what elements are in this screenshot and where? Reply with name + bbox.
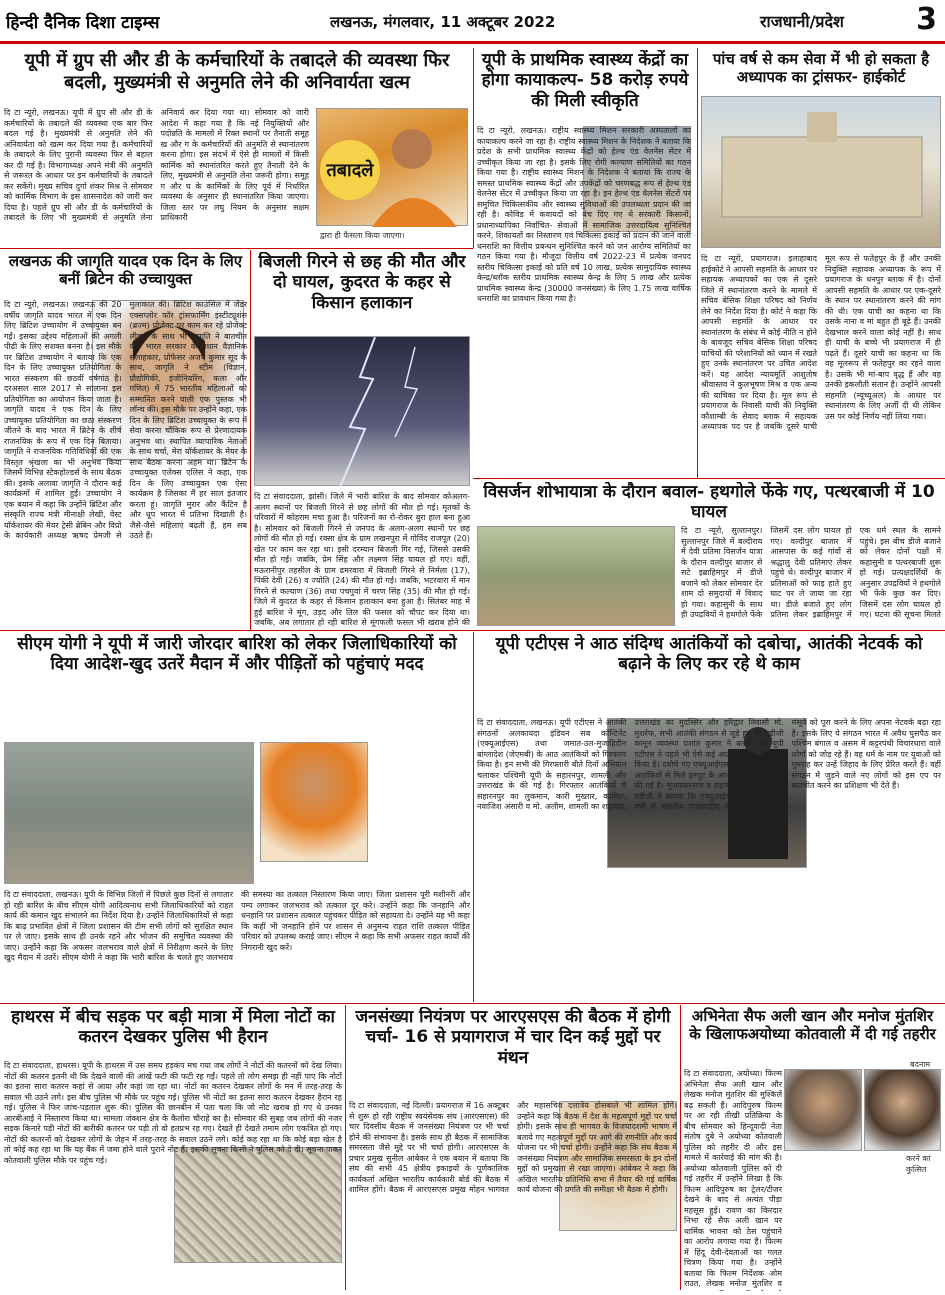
headline: सीएम योगी ने यूपी में जारी जोरदार बारिश को लेकर जिलाधिकारियों को दिया आदेश-खुद उतरें मैदान में और पीड़ितों को पहुंचाएं मदद [17, 634, 457, 675]
transfer-tag: तबादले [320, 140, 380, 200]
article-body: दि टा संवाददाता, अयोध्या। फिल्म अभिनेता सैफ अली खान और लेखक मनोज मुंतशिर की मुश्किलें बढ़ सकती हैं। आदिपुरुष फिल्म पर आ रही तीखी प्रतिक्रिया के बीच सोमवार को हिन्दूवादी नेता संतोष दुबे ने अयोध्या कोतवाली पुलिस को तहरीर दी और इस मामले में कार्रवाई की मांग की है। अयोध्या कोतवाली पुलिस को दी गई तहरीर में उन्होंने लिखा है कि फिल्म आदिपुरुष का ट्रेलर/टीजर देखने के बाद से अत्यंत पीड़ा महसूस हुई। रावण का किरदार निभा रहे सैफ अली खान पर धार्मिक भावना को ठेस पहुंचाने का आरोप लगाया गया है। फिल्म में हिंदू देवी-देवताओं का गलत चित्रण किया गया है। उन्होंने बताया कि फिल्म निर्देशक ओम राउत, लेखक मनोज मुंतशिर व [684, 1069, 782, 1288]
headline: यूपी के प्राथमिक स्वास्थ्य केंद्रों का होगा कायाकल्प- 58 करोड़ रुपये की मिली स्वीकृति [481, 50, 689, 111]
column-rule [345, 1005, 346, 1290]
section-rule [473, 478, 945, 479]
headline: अभिनेता सैफ अली खान और मनोज मुंतशिर के खिलाफअयोध्या कोतवाली में दी गई तहरीर [689, 1007, 936, 1043]
column-rule [473, 632, 474, 1002]
page-number: 3 [916, 2, 937, 37]
section-rule [0, 1003, 945, 1004]
article-jagriti-yadav [4, 252, 247, 628]
article-body: दि टा संवाददाता, हाथरस। यूपी के हाथरस में उस समय हड़कंप मच गया जब लोगों ने नोटों की कतरनों को देख लिया। नोटों की कतरन इतनी थी कि देखने वालों की आंखें फटी की फटी रह गईं। पहले तो लोग समझ ही नहीं पाए कि नोटों का इतना सारा कतरन कहां से आया और कहां जा रहा था। नोटों का कतरन देखकर लोगों के मन में तरह-तरह के सवाल भी उठने लगे। इस बीच पुलिस भी मौके पर पहुंच गई। पुलिस भी नोटों का इतना सारा कतरन देखकर हैरान रह गई। पुलिस ने फिर जांच-पड़ताल शुरू की। पुलिस की छानबीन में पता चला कि जो नोट खराब हो गए थे उनका आरबीआई ने निस्तारण किया था। मामला जंक्शन क्षेत्र के कैलोरा चौराहे का है। सोमवार की सुबह जब लोगों की नजर सड़क किनारे पड़ी नोटों की बारीकी कतरन पर पड़ी तो वो हतप्रभ रह गए। देखते ही देखते तमाम लोग एकत्रित हो गए। नोटों की कतरनों को देखकर लोगों के जेहन में तरह-तरह के सवाल उठने लगे। कोई कह रहा था कि कोई बड़ा खेल है तो कोई कह रहा था कि यह बैंक में जमा होने वाले पुराने नोट हैं। इसकी सूचना किसी ने पुलिस को दे दी। सूचना पाकर कोतवाली पुलिस मौके पर पहुंच गई। [4, 1061, 342, 1165]
headline: यूपी एटीएस ने आठ संदिग्ध आतंकियों को दबोचा, आतंकी नेटवर्क को बढ़ाने के लिए कर रहे थे काम [495, 634, 923, 675]
article-body: दि टा न्यूरो, प्रयागराज। इलाहाबाद हाईकोर्ट ने आपसी सहमति के आधार पर सहायक अध्यापकों का एक से दूसरे जिले में स्थानांतरण करने के मामले में सचिव बेसिक शिक्षा परिषद को निर्णय लेने का निर्देश दिया है। कोर्ट ने कहा कि आपसी सहमति के आधार पर स्थानांतरण के संबंध में कोई नीति न होने के बावजूद सचिव बेसिक शिक्षा परिषद याचियों की परेशानियों को ध्यान में रखते हुए उनके स्थानांतरण पर उचित आदेश करें। यह आदेश न्यायमूर्ति आशुतोष श्रीवास्तव ने कुलभूषण मिश्र व एक अन्य की याचिका पर दिया है। मूल रूप से प्रयागराज के निवासी याची की नियुक्ति कौशाम्बी के सेवाद ब्लाक में सहायक अध्यापक पद पर है जबकि दूसरे याची मूल रूप से फतेहपुर के हैं और उनकी नियुक्ति सहायक अध्यापक के रूप में प्रयागराज के धनपुर ब्लाक में है। दोनों आपसी सहमति के आधार पर एक-दूसरे के स्थान पर स्थानांतरण करने की मांग की थी। एक याची का कहना था कि उसके नाना व मां बहुत ही बूढ़े हैं। उनकी देखभाल करने वाला कोई नहीं है। साथ ही याची के बच्चे भी प्रयागराज में ही पढ़ते हैं। दूसरे याची का कहना था कि वह मूलरूप से फतेहपुर का रहने वाला है। उसके भी मां-बाप वृद्ध हैं और वह उनकी इकलौती संतान है। उन्होंने आपसी सहमति (म्यूच्यूअल) के आधार पर स्थानांतरण के लिए अर्जी दी थी लेकिन उस पर कोई निर्णय नहीं लिया गया। [701, 254, 941, 431]
headline: बिजली गिरने से छह की मौत और दो घायल, कुदरत के कहर से किसान हलाकान [258, 252, 466, 313]
article-transfer-policy [4, 50, 470, 246]
article-body: दि टा न्यूरो, लखनऊ। राष्ट्रीय स्वास्थ्य मिशन सरकारी अस्पतालों का कायाकल्प करने जा रहा है। राष्ट्रीय स्वास्थ्य मिशन के निदेशक ने बताया कि प्रदेश के सभी प्राथमिक स्वास्थ्य केंद्रों को हेल्थ एंड वेलनेस सेंटर में उच्चीकृत किया जा रहा है। इसके लिए रोगी कल्याण समितियों का गठन किया गया है। राष्ट्रीय स्वास्थ्य मिशन के निदेशक ने बताया कि राज्य के समस्त प्राथमिक स्वास्थ्य केंद्रों और उपकेंद्रों को चरणबद्ध रूप से हेल्थ एंड वेलनेस सेंटर में उच्चीकृत किया जा रहा है। इन हेल्थ एंड वेलनेस सेंटरों पर समुचित चिकित्सकीय और स्वास्थ्य सुविधाओं की उपलब्धता प्रदान की जा रही है। कोविड में कवायदों को बेच दिए गए थे सरकारी किसानों, प्रधानाध्यापिका निर्वाचित- सेवाओं में सामाजिक उत्तरदायित्व सुनिश्चित करने, शिकायतों का निस्तारण एवं चिकित्सा इकाई को प्रदान की जाने वाली धनराशि का वित्तीय प्रबन्धन सुनिश्चित करने को जन आरोग्य समितियों का गठन किया गया है। मौजूदा वित्तीय वर्ष 2022-23 में प्रत्येक जनपद स्तरीय चिकित्सा इकाई को प्रति वर्ष 10 लाख, प्रत्येक सामुदायिक स्वास्थ्य केन्द्र/ब्लॉक स्तरीय प्राथमिक स्वास्थ्य केन्द्र के लिए 5 लाख और प्रत्येक प्राथमिक स्वास्थ्य केन्द्र (30000 जनसंख्या) के लिए 1.75 लाख वार्षिक धनराशि का प्रावधान किया गया है। [477, 126, 691, 303]
cm-yogi-photo [260, 742, 368, 862]
article-health-centers [477, 50, 693, 476]
saif-photo [864, 1069, 941, 1151]
article-body: दि टा न्यूरो, सुल्तानपुर। सुल्तानपुर जिले में बल्दीराय में देवी प्रतिमा विसर्जन यात्रा के दौरान वल्दीपुर बाजार से सटे इब्राहिमपुर में डीजे बजाने को लेकर सोमवार देर शाम दो समुदायों में विवाद हो गया। कहासुनी के साथ ही उपद्रवियों ने हथगोले फेंके जिसमें दस लोग घायल हो गए। वल्दीपुर बाजार में आसपास के कई गांवों से श्रद्धालु देवी प्रतिमाएं लेकर पहुंचे थे। वल्दीपुर बाजार में प्रतिमाओं को फाइ हाते हुए घाट पर ले जाया जा रहा था। डीजे बजाते हुए लोग प्रतिमा लेकर इब्राहिमपुर में एक धर्म स्थल के सामने पहुंचे। इस बीच डीजे बजाने को लेकर दोनों पक्षों में कहासुनी व पत्थरबाजी शुरू हो गई। प्रत्यक्षदर्शियों के अनुसार उपद्रवियों ने हथगोले भी फेंके कुछ कर दिए। जिसमें दस लोग घायल हो गए। घटना की सूचना मिलते [681, 526, 941, 619]
headline: हाथरस में बीच सड़क पर बड़ी मात्रा में मिला नोटों का कतरन देखकर पुलिस भी हैरान [11, 1007, 335, 1048]
court-photo [701, 96, 941, 248]
section-rule [0, 248, 473, 249]
headline: जनसंख्या नियंत्रण पर आरएसएस की बैठक में होगी चर्चा- 16 से प्रयागराज में चार दिन कई मुद्दों पर मंथन [355, 1007, 671, 1068]
column-rule [680, 1005, 681, 1290]
article-body: दि टा संवाददाता, नई दिल्ली। प्रयागराज में 16 अक्टूबर से शुरू हो रही राष्ट्रीय स्वयंसेवक संघ (आरएसएस) की चार दिवसीय बैठक में जनसंख्या नियंत्रण पर भी चर्चा होने की संभावना है। इसके साथ ही बैठक में सामाजिक समरसता जैसे मुद्दे पर भी चर्चा होगी। आरएसएस के प्रचार प्रमुख सुनील आंबेकर ने एक बयान में बताया कि संघ की सभी 45 क्षेत्रीय इकाइयों के पूर्णकालिक कार्यकर्ता अखिल भारतीय कार्यकारी बोर्ड की बैठक में शामिल होंगे। बैठक में आरएसएस प्रमुख मोहन भागवत और महासचिव दत्तात्रेय होसबाले भी शामिल होंगे। उन्होंने कहा कि बैठक में देश के महत्वपूर्ण मुद्दों पर चर्चा होगी। इसके साथ ही भागवत के विजयादशमी भाषण में बताये गए महत्वपूर्ण मुद्दों पर आगे की रणनीति और कार्य योजना पर भी चर्चा होगी। उन्होंने कहा कि संघ बैठक में जनसंख्या नियंत्रण और सामाजिक समरसता के इन दोनों मुद्दों को प्रमुखता से रखा जाएगा। आंबेकर ने कहा कि अखिल भारतीय प्रतिनिधि सभा में तैयार की गई वार्षिक कार्य योजना की प्रगति की समीक्षा भी बैठक में होगी। [349, 1101, 677, 1194]
headline: विसर्जन शोभायात्रा के दौरान बवाल- हथगोले फेंके गए, पत्थरबाजी में 10 घायल [483, 482, 935, 523]
article-cm-rain-order [4, 634, 470, 1000]
date-line: लखनऊ, मंगलवार, 11 अक्टूबर 2022 [330, 13, 556, 31]
column-rule [250, 250, 251, 630]
article-body: दि टा न्यूरो, लखनऊ। लखनऊ की 20 वर्षीय जागृति यादव भारत में एक दिन लिए ब्रिटिश उच्चायोग में उच्चायुक्त बन गईं। इसका उद्देश्य महिलाओं की अगली पीढ़ी के लिए सशक्त बनना है। इस मौके पर ब्रिटिश उच्चायोग ने बताया कि एक दिन के लिए उच्चायुक्त प्रतियोगिता के भारत संस्करण की छठवीं वर्षगांठ है। दरअसल साल 2017 से सालाना इस प्रतियोगिता का आयोजन किया जाता है। जागृति यादव ने एक दिन के लिए उच्चायुक्त प्रतियोगिता का छठा संस्करण जीतने के बाद भारत में ब्रिटेन के शीर्ष राजनयिक के रूप में एक दिन बिताया। जागृति ने राजनयिक गतिविधियों की एक विस्तृत श्रृंखला का भी अनुभव किया जिसमें विभिन्न स्टेकहोल्डर्स के साथ बैठक की। इसके अलावा जागृति ने दौरान कई कार्यक्रमों में शामिल हुईं। उच्चायोग ने एक बयान में कहा कि उन्होंने ब्रिटिश और संस्कृति राज्य मंत्री मीनाक्षी लेखी, वेस्ट यॉर्कशायर की मेयर ट्रेसी ब्रेबिन और विप्रो के कार्यकारी अध्यक्ष ऋषद प्रेमजी से मुलाकात की। ब्रिटिश काउंसिल में जेंडर एक्सप्लोर फॉर ट्रांसफार्मिंग इंस्टीट्यूशंस (ब्रज्म) प्रोजेक्ट पर काम कर रहे प्रोजेक्ट लीडर्स के साथ भी जागृति ने बातचीत की। भारत सरकार के प्रधान वैज्ञानिक सलाहकार, प्रोफेसर अजय कुमार सूद के साथ, जागृति ने स्टीम (विज्ञान, प्रौद्योगिकी, इंजीनियरिंग, कला और गणित) में 75 भारतीय महिलाओं को सम्मानित करने वाली एक पुस्तक भी लॉन्च की। इस मौके पर उन्होंने कहा, एक दिन के लिए ब्रिटिश उच्चायुक्त के रूप में सेवा करना चौंकिक रूप से प्रेरणादायक अनुभव था। स्थापित व्यापारिक नेताओं के साथ चर्चा, मेरा यॉर्कशायर के मेयर के साथ बैठक करना अहम था। ब्रिटेन के उच्चायुक्त एलेक्स एलिस ने कहा, एक दिन के लिए उच्चायुक्त एक ऐसा कार्यक्रम है जिसका मैं हर साल इंतजार करता हूं। जागृति मुरार और कैंटिन है और धूप भारत में प्रतिभा दिखाती है। जैसे-जैसे महिलाएं बढ़ती हैं, हम सब उठते हैं। [4, 300, 247, 540]
police-photo [477, 526, 675, 626]
masthead [0, 0, 945, 44]
article-body: दि टा संवाददाता, झांसी। जिले में भारी बारिश के बाद सोमवार कोअलग-अलग स्थानों पर बिजली गिरने से छह लोगों की मौत हो गई। मृतकों के परिवारों में कोहराम मचा हुआ है। परिजनों का रो-रोकर बुरा हाल बना हुआ है। सोमवार को बिजली गिरने से जनपद के अलग-अलग स्थानों पर छह लोगों की मौत हो गई। रक्सा क्षेत्र के ग्राम लखनपुरा में गोविंद राजपूत (20) खेत पर काम कर रहा था। इसी दरम्यान बिजली गिर गई, जिससे उसकी मौत हो गई। जबकि, प्रेम सिंह और लक्ष्मण सिंह घायल हो गए। वहीं, मऊरानीपुर तहसील के ग्राम ढमरवारा में बिजली गिरने से निर्मला (17), पिंकी देवी (26) व ज्योति (24) की मौत हो गई। जबकि, भटरवारा में मान गिरने से कल्याण (36) तथा पचगुवां में चरण सिंह (35) की मौत हो गई। जिले में कुदरत के कहर से किसान हलाकान बना हुआ है। सितंबर माह में हुई बारिश ने मूंग, उड़द और तिल की फसल को चौपट कर दिया था। जबकि, अब लगातार हो रही बारिश से मूंगफली फसल भी खराब होने की [254, 492, 470, 627]
article-ats-arrests [477, 634, 941, 1000]
section-rule [0, 630, 945, 631]
caption-right: करने का कुत्सित [906, 1154, 931, 1174]
article-immersion-violence [477, 482, 941, 628]
column-rule [473, 48, 474, 248]
article-hathras-notes [4, 1007, 342, 1291]
flood-photo [4, 742, 254, 884]
section-name: राजधानी/प्रदेश [760, 12, 844, 31]
article-highcourt-transfer [701, 50, 941, 476]
headline: यूपी में ग्रुप सी और डी के कर्मचारियों के तबादले की व्यवस्था फिर बदली, मुख्यमंत्री से अनुमति लेने की अनिवार्यता खत्म [24, 50, 450, 93]
manoj-photo [784, 1069, 862, 1151]
article-saif-manoj-complaint [684, 1007, 941, 1291]
article-body: दि टा संवाददाता, लखनऊ। यूपी के विभिन्न जिलों में पिछले कुछ दिनों से लगातार हो रही बारिश के बीच सीएम योगी आदित्यनाथ सभी जिलाधिकारियों को राहत कार्य की कमान खुद संभालने का निर्देश दिया है। उन्होंने जिलाधिकारियों से कहा कि बाढ़ प्रभावित क्षेत्रों में जिला प्रशासन की टीम सभी लोगों को सुरक्षित स्थान पर ले जाए। इसके साथ ही उनके रहने और भोजन की समुचित व्यवस्था की जाए। उन्होंने कहा कि अफसर जलभराव वाले क्षेत्रों में निरीक्षण करने के लिए खुद मैदान में उतरें। सीएम योगी ने कहा कि भारी बारिश के चलते हुए जलभराव की समस्या का तत्काल निस्तारण किया जाए। जिला प्रशासन पूरी मशीनरी और पम्प लगाकर जलभराव को तत्काल दूर करे। उन्होंने कहा कि जनहानि और धनहानि पर प्रशासन तत्काल पहुंचकर पीड़ित को सहायता दे। उन्होंने यह भी कहा कि कहीं भी जनहानि होने पर शासन से अनुमन्य राहत राशि तत्काल पीड़ित परिवार को उपलब्ध कराई जाए। सीएम ने कहा कि सभी अफसर राहत कार्यों की निगरानी खुद करें। [4, 890, 470, 962]
article-body: दि टा न्यूरो, लखनऊ। यूपी में ग्रुप सी और डी के कर्मचारियों के तबादले की व्यवस्था एक बार फिर बदल गई है। मुख्यमंत्री से अनुमति लेने की अनिवार्यता को खत्म कर दिया गया है। कर्मचारियों के तबादले के लिए पुरानी व्यवस्था फिर से बहाल कर दी गई है। विभागाध्यक्ष अपने मंत्री की अनुमति से जरूरत के आधार पर इन कर्मचारियों के तबादले कर सकेंगे। मुख्य सचिव दुर्गा शंकर मिश्र ने सोमवार को कार्मिक विभाग के इस शासनादेश को जारी कर दिया है। पहले ग्रुप सी और डी के कर्मचारियों के तबादले के लिए भी मुख्यमंत्री से अनुमति लेना अनिवार्य कर दिया गया था। सोमवार को जारी आदेश में कहा गया है कि नई नियुक्तियों और पदोन्नति के मामलों में रिक्त स्थानों पर तैनाती समूह ख और ग के कर्मचारियों की अनुमति से स्थानांतरण करना होगा। इस संदर्भ में ऐसे ही मामलों में किसी कार्मिक को स्थानांतरित करते हुए तैनाती देने के लिए, मुख्यमंत्री से अनुमति लेना जरूरी होगा। समूह ग और घ के कार्मिकों के लिए पूर्व में निर्धारित व्यवस्था के अनुसार ही स्थानांतरित किया जाएगा। जिला स्तर पर लघु नियम के अनुसार सक्षम प्राधिकारी [4, 108, 309, 222]
paper-name: हिन्दी दैनिक दिशा टाइम्स [6, 13, 160, 33]
headline: पांच वर्ष से कम सेवा में भी हो सकता है अध्यापक का ट्रांसफर- हाईकोर्ट [712, 50, 930, 86]
column-rule [697, 48, 698, 478]
photo-caption: द्वारा ही फैसला किया जाएगा। [320, 231, 405, 240]
caption-left: बदनाम [910, 1060, 931, 1069]
lightning-photo [254, 336, 470, 486]
article-rss-meeting [349, 1007, 677, 1291]
article-body: दि टा संवाददाता, लखनऊ। यूपी एटीएस ने आतंकी संगठनों अलकायदा इंडियन सब कॉन्टिनेंट (एक्यूआईएस) तथा जमात-उल-मुजाहिदीन बांग्लादेश (जेएमबी) के आठ आतंकियों को गिरफ्तार किया है। इन सभी की गिरफ्तारी बीते दिनों अभियान चलाकर पश्चिमी यूपी के सहारनपुर, शामली और उत्तराखंड के की गई है। गिरफ्तार आतंकियों में सहारनपुर का लुकमान, कारी मुख्तार, कामिल, नवाजिश अंसारी व मो. अलीम, शामली का शहजाद, उत्तराखंड का मुदस्सिर और हरिद्वार निवासी मो. मुशर्रफ, सभी आतंकी संगठन से जुड़े हुए थे। एडीजी कानून व्यवस्था प्रशांत कुमार ने बताया कि यूपी एटीएस ने पहले भी ऐसे कई आतंकियों को गिरफ्तार किया है। दबोचे गए एक्यूआईएस व जेएमबी के तीन आतंकियों से मिले इनपुट के आधार पर यह कार्रवाई की गई है। मुजफ्फरनगर व सहारनपुर से भी जुड़े थे। एडीजी ने बताया कि एक्यूआईएस व जेएमबी कई वर्षों से भारतीय उपमहाद्वीप में गजवा-ए-हिंद के मंसूबे को पूरा करने के लिए अपना नेटवर्क बढ़ा रहा है। इसके लिए ये संगठन भारत में अवैध घुसपैठ कर पश्चिम बंगाल व असम में कट्टरपंथी विचारधारा वाले लोगों को जोड़ रहे हैं। वह धर्म के नाम पर युवाओं को गुमराह कर उन्हें जिहाद के लिए प्रेरित करते हैं। वहीं संगठन में जुड़ने वाले नए लोगों को इस एप पर बातचीत करने का प्रशिक्षण भी देते हैं। [477, 718, 941, 811]
article-lightning [254, 252, 470, 628]
headline: लखनऊ की जागृति यादव एक दिन के लिए बनीं ब्रिटेन की उच्चायुक्त [8, 252, 243, 288]
